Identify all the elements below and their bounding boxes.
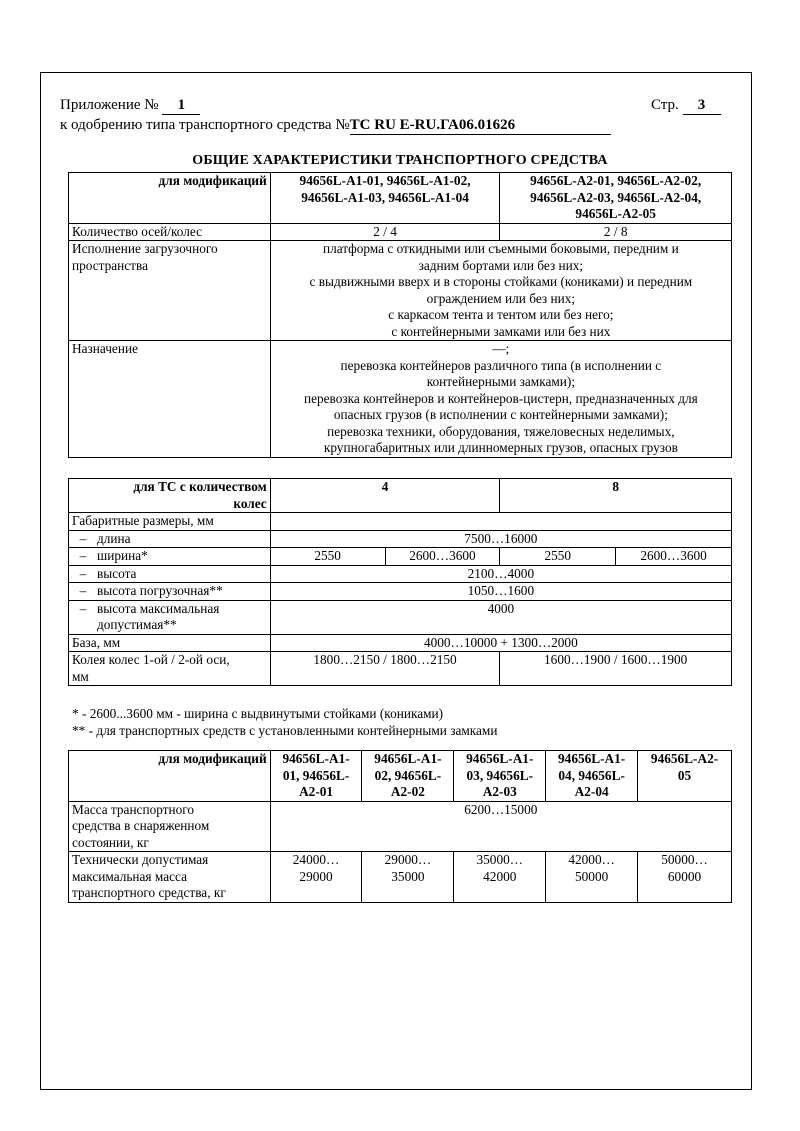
modifications-group-a: 94656L-A1-01, 94656L-A1-02, 94656L-A1-03, 94656L-A1-04 [270, 173, 500, 224]
appendix-label: Приложение № [60, 97, 159, 113]
mass-mod-header: 94656L-A2- 05 [638, 751, 732, 802]
height-value: 2100…4000 [270, 565, 731, 583]
mass-mod-header: 94656L-A1- 02, 94656L- A2-02 [362, 751, 454, 802]
approval-line [60, 117, 611, 135]
max-height-value: 4000 [270, 600, 731, 634]
page-number: 3 [683, 97, 721, 115]
table-row [69, 751, 732, 802]
max-height-label: – высота максимальная допустимая** [69, 600, 271, 634]
table-row [69, 634, 732, 652]
length-label: – длина [69, 530, 271, 548]
load-height-label: – высота погрузочная** [69, 583, 271, 601]
purpose-value: —; перевозка контейнеров различного типа (в исполнении с контейнерными замками); перевозка контейнеров и контейнеров-цистерн, предназначенных для опасных грузов (в исполнении с контейнерными замками); перевозка техники, оборудования, тяжеловесных неделимых, крупногабаритных или длинномерных грузов, опасных грузов [270, 341, 731, 458]
table-row [69, 801, 732, 852]
page-label: Стр. [651, 97, 679, 113]
curb-mass-value: 6200…15000 [270, 801, 731, 852]
axles-value-b: 2 / 8 [500, 223, 732, 241]
width-value: 2600…3600 [616, 548, 732, 566]
page-number-line [651, 97, 721, 115]
axles-label: Количество осей/колес [69, 223, 271, 241]
table-row [69, 852, 732, 903]
base-value: 4000…10000 + 1300…2000 [270, 634, 731, 652]
track-label: Колея колес 1-ой / 2-ой оси, мм [69, 652, 271, 686]
dimensions-empty-cell [270, 513, 731, 531]
load-height-value: 1050…1600 [270, 583, 731, 601]
gross-mass-value: 24000… 29000 [270, 852, 362, 903]
gross-mass-value: 29000… 35000 [362, 852, 454, 903]
width-label: – ширина* [69, 548, 271, 566]
table-row [69, 513, 732, 531]
modifications-table [68, 172, 732, 458]
footnote-container-locks: ** - для транспортных средств с установленными контейнерными замками [72, 723, 498, 738]
table-row [69, 241, 732, 341]
gross-mass-value: 35000… 42000 [454, 852, 546, 903]
mass-mod-header: 94656L-A1- 04, 94656L- A2-04 [546, 751, 638, 802]
table-row [69, 565, 732, 583]
table-row [69, 652, 732, 686]
page-title: ОБЩИЕ ХАРАКТЕРИСТИКИ ТРАНСПОРТНОГО СРЕДСТВА [192, 153, 608, 168]
table-row [69, 341, 732, 458]
approval-label: к одобрению типа транспортного средства № [60, 117, 350, 133]
wheels-header-label: для ТС с количеством колес [69, 479, 271, 513]
dimensions-table [68, 478, 732, 686]
table-row [69, 223, 732, 241]
modifications-header-label: для модификаций [69, 173, 271, 224]
table-row [69, 530, 732, 548]
table-row [69, 173, 732, 224]
approval-number: ТС RU E-RU.ГА06.01626 [350, 117, 611, 135]
width-value: 2550 [270, 548, 385, 566]
modifications-group-b: 94656L-A2-01, 94656L-A2-02, 94656L-A2-03, 94656L-A2-04, 94656L-A2-05 [500, 173, 732, 224]
wheels-4-header: 4 [270, 479, 500, 513]
body-type-value: платформа с откидными или съемными боковыми, передним и задним бортами или без них; с выдвижными вверх и в стороны стойками (кониками) и передним ограждением или без них; с каркасом тента и тентом или без него; с контейнерными замками или без них [270, 241, 731, 341]
table-row [69, 600, 732, 634]
width-value: 2550 [500, 548, 616, 566]
height-label: – высота [69, 565, 271, 583]
table-row [69, 583, 732, 601]
mass-table [68, 750, 732, 903]
track-value-a: 1800…2150 / 1800…2150 [270, 652, 500, 686]
axles-value-a: 2 / 4 [270, 223, 500, 241]
length-value: 7500…16000 [270, 530, 731, 548]
wheels-8-header: 8 [500, 479, 732, 513]
gross-mass-value: 42000… 50000 [546, 852, 638, 903]
purpose-label: Назначение [69, 341, 271, 458]
mass-mod-header: 94656L-A1- 03, 94656L- A2-03 [454, 751, 546, 802]
base-label: База, мм [69, 634, 271, 652]
appendix-number: 1 [162, 97, 200, 115]
mass-mod-header: 94656L-A1- 01, 94656L- A2-01 [270, 751, 362, 802]
curb-mass-label: Масса транспортного средства в снаряженном состоянии, кг [69, 801, 271, 852]
gross-mass-value: 50000… 60000 [638, 852, 732, 903]
track-value-b: 1600…1900 / 1600…1900 [500, 652, 732, 686]
body-type-label: Исполнение загрузочного пространства [69, 241, 271, 341]
dimensions-label: Габаритные размеры, мм [69, 513, 271, 531]
gross-mass-label: Технически допустимая максимальная масса транспортного средства, кг [69, 852, 271, 903]
appendix-line [60, 97, 200, 115]
footnote-width: * - 2600...3600 мм - ширина с выдвинутыми стойками (кониками) [72, 706, 444, 721]
table-row [69, 548, 732, 566]
width-value: 2600…3600 [385, 548, 500, 566]
mass-modifications-label: для модификаций [69, 751, 271, 802]
table-row [69, 479, 732, 513]
